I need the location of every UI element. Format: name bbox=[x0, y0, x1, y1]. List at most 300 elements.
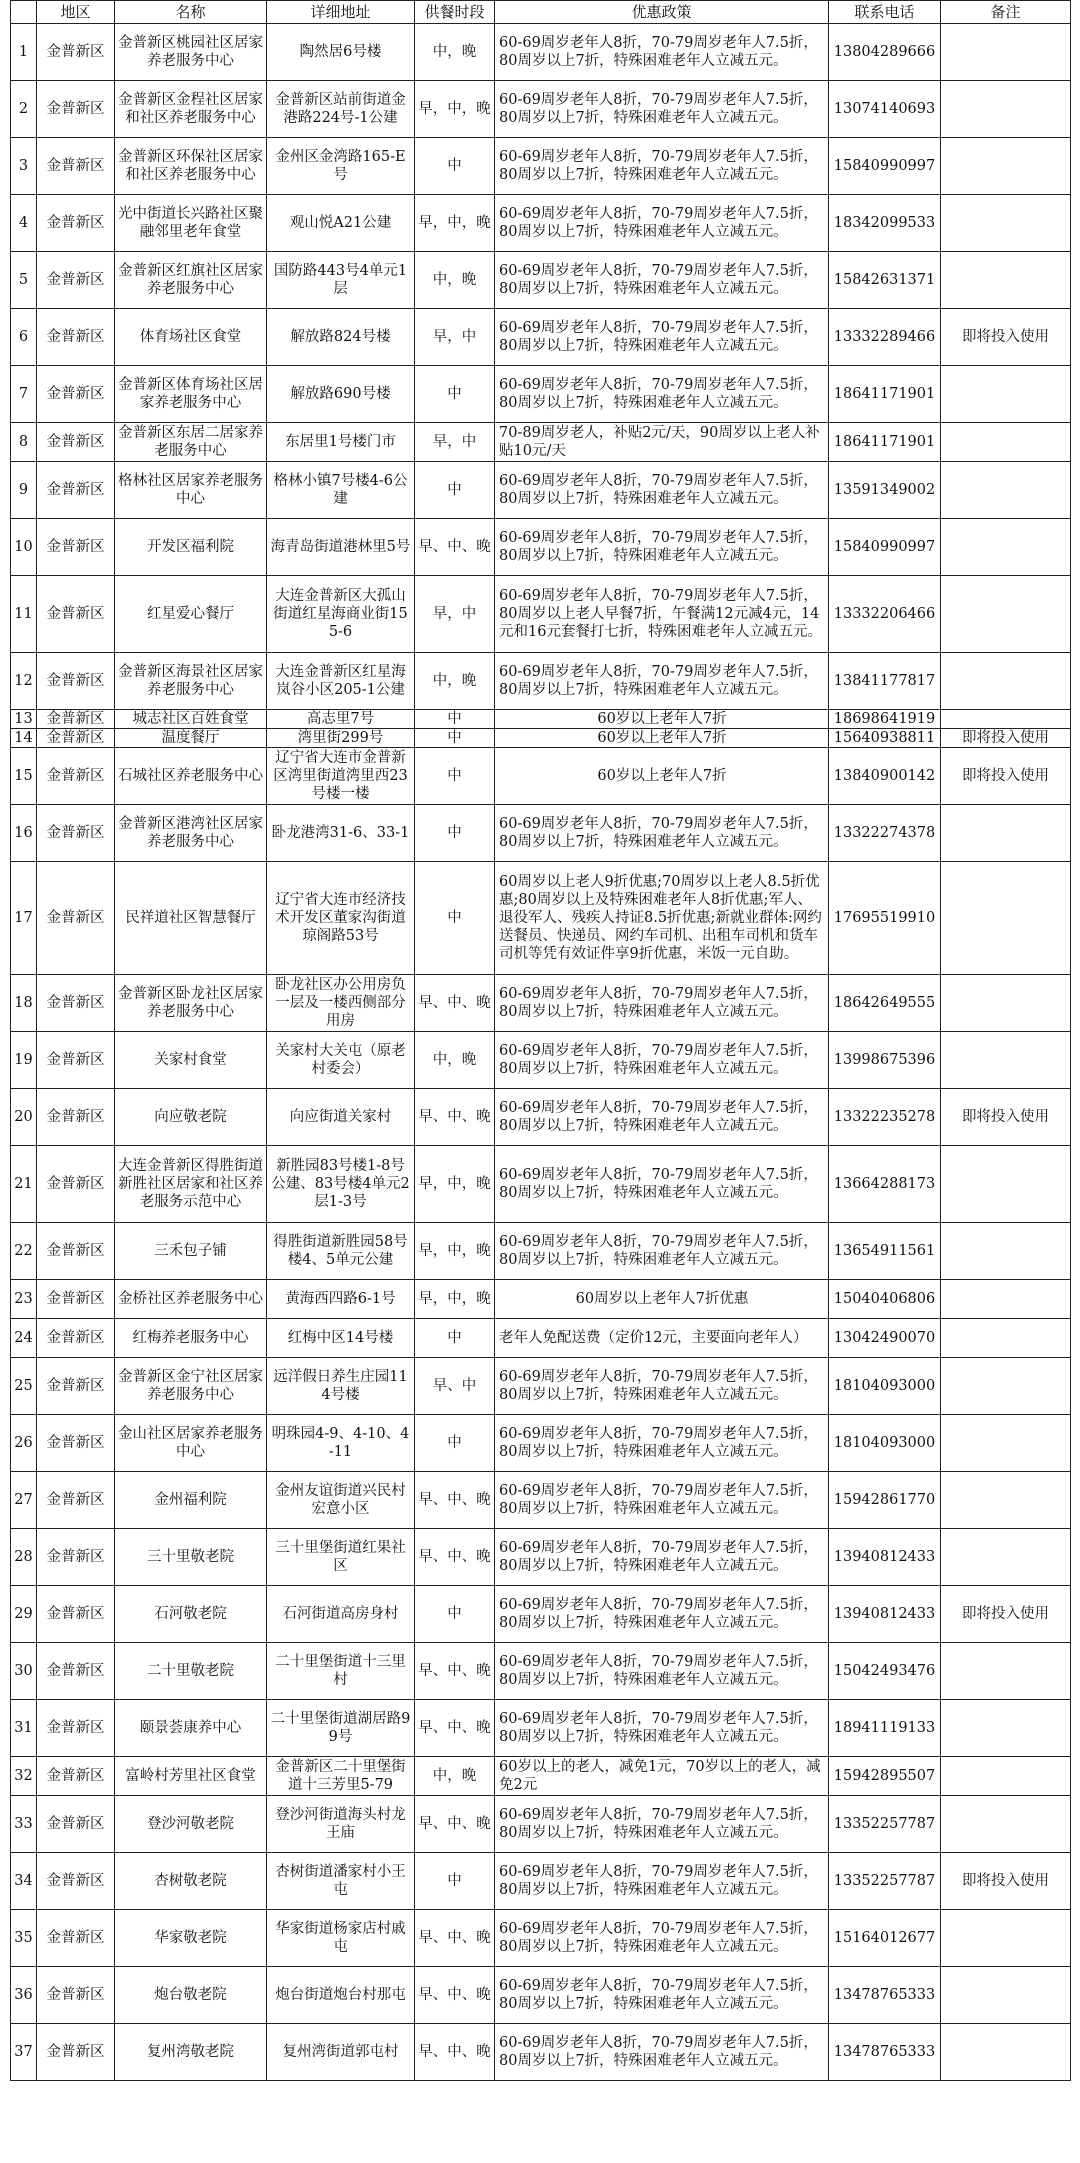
row-name: 金普新区金程社区居家和社区养老服务中心 bbox=[115, 81, 267, 138]
row-index: 1 bbox=[11, 24, 37, 81]
row-district: 金普新区 bbox=[37, 1146, 115, 1223]
row-index: 13 bbox=[11, 710, 37, 729]
row-name: 红星爱心餐厅 bbox=[115, 576, 267, 653]
table-row bbox=[11, 1146, 1071, 1223]
row-meal-time: 中 bbox=[415, 366, 495, 423]
row-policy: 60-69周岁老年人8折，70-79周岁老年人7.5折，80周岁以上7折，特殊困难老年人立减五元。 bbox=[495, 1910, 829, 1967]
row-address: 红梅中区14号楼 bbox=[267, 1319, 415, 1358]
row-policy: 60-69周岁老年人8折，70-79周岁老年人7.5折，80周岁以上7折，特殊困难老年人立减五元。 bbox=[495, 309, 829, 366]
row-district: 金普新区 bbox=[37, 1319, 115, 1358]
row-index: 28 bbox=[11, 1529, 37, 1586]
table-row bbox=[11, 423, 1071, 462]
row-note bbox=[941, 252, 1071, 309]
row-meal-time: 早，中 bbox=[415, 309, 495, 366]
row-address: 金州区金湾路165-E号 bbox=[267, 138, 415, 195]
row-name: 体育场社区食堂 bbox=[115, 309, 267, 366]
row-phone: 13042490070 bbox=[829, 1319, 941, 1358]
row-phone: 17695519910 bbox=[829, 862, 941, 975]
row-name: 石城社区养老服务中心 bbox=[115, 748, 267, 805]
row-index: 26 bbox=[11, 1415, 37, 1472]
row-address: 得胜街道新胜园58号楼4、5单元公建 bbox=[267, 1223, 415, 1280]
table-row bbox=[11, 975, 1071, 1032]
row-phone: 13804289666 bbox=[829, 24, 941, 81]
row-meal-time: 早，中，晚 bbox=[415, 1223, 495, 1280]
row-name: 城志社区百姓食堂 bbox=[115, 710, 267, 729]
row-district: 金普新区 bbox=[37, 1032, 115, 1089]
row-index: 17 bbox=[11, 862, 37, 975]
row-meal-time: 中 bbox=[415, 729, 495, 748]
row-policy: 60-69周岁老年人8折，70-79周岁老年人7.5折，80周岁以上7折，特殊困难老年人立减五元。 bbox=[495, 1853, 829, 1910]
row-index: 34 bbox=[11, 1853, 37, 1910]
row-phone: 15842631371 bbox=[829, 252, 941, 309]
row-meal-time: 早、中、晚 bbox=[415, 1796, 495, 1853]
row-address: 二十里堡街道十三里村 bbox=[267, 1643, 415, 1700]
row-index: 27 bbox=[11, 1472, 37, 1529]
row-phone: 13332289466 bbox=[829, 309, 941, 366]
row-meal-time: 早，中，晚 bbox=[415, 1280, 495, 1319]
row-policy: 60-69周岁老年人8折，70-79周岁老年人7.5折，80周岁以上7折，特殊困难老年人立减五元。 bbox=[495, 805, 829, 862]
row-meal-time: 中 bbox=[415, 138, 495, 195]
row-address: 炮台街道炮台村那屯 bbox=[267, 1967, 415, 2024]
row-policy: 60周岁以上老人9折优惠;70周岁以上老人8.5折优惠;80周岁以上及特殊困难老年人8折优惠;军人、退役军人、残疾人持证8.5折优惠;新就业群体:网约送餐员、快递员、网约车司机、出租车司机和货车司机等凭有效证件享9折优惠，米饭一元自助。 bbox=[495, 862, 829, 975]
row-name: 富岭村芳里社区食堂 bbox=[115, 1757, 267, 1796]
table-row bbox=[11, 1089, 1071, 1146]
row-meal-time: 早，中，晚 bbox=[415, 81, 495, 138]
row-note bbox=[941, 81, 1071, 138]
row-name: 金普新区港湾社区居家养老服务中心 bbox=[115, 805, 267, 862]
row-note bbox=[941, 1032, 1071, 1089]
row-note: 即将投入使用 bbox=[941, 1089, 1071, 1146]
row-address: 辽宁省大连市金普新区湾里街道湾里西23号楼一楼 bbox=[267, 748, 415, 805]
row-meal-time: 早、中、晚 bbox=[415, 975, 495, 1032]
row-note bbox=[941, 2024, 1071, 2081]
row-policy: 60-69周岁老年人8折，70-79周岁老年人7.5折，80周岁以上7折，特殊困难老年人立减五元。 bbox=[495, 1472, 829, 1529]
row-note bbox=[941, 1967, 1071, 2024]
row-index: 33 bbox=[11, 1796, 37, 1853]
row-name: 开发区福利院 bbox=[115, 519, 267, 576]
row-index: 10 bbox=[11, 519, 37, 576]
row-index: 23 bbox=[11, 1280, 37, 1319]
row-note bbox=[941, 710, 1071, 729]
table-row bbox=[11, 24, 1071, 81]
row-index: 30 bbox=[11, 1643, 37, 1700]
row-index: 24 bbox=[11, 1319, 37, 1358]
row-district: 金普新区 bbox=[37, 519, 115, 576]
row-meal-time: 中，晚 bbox=[415, 252, 495, 309]
row-district: 金普新区 bbox=[37, 138, 115, 195]
row-phone: 15042493476 bbox=[829, 1643, 941, 1700]
row-policy: 60-69周岁老年人8折，70-79周岁老年人7.5折，80周岁以上7折，特殊困难老年人立减五元。 bbox=[495, 2024, 829, 2081]
row-policy: 60-69周岁老年人8折，70-79周岁老年人7.5折，80周岁以上7折，特殊困难老年人立减五元。 bbox=[495, 1089, 829, 1146]
row-district: 金普新区 bbox=[37, 1358, 115, 1415]
row-meal-time: 早、中、晚 bbox=[415, 1529, 495, 1586]
row-index: 3 bbox=[11, 138, 37, 195]
row-note: 即将投入使用 bbox=[941, 1586, 1071, 1643]
row-address: 国防路443号4单元1层 bbox=[267, 252, 415, 309]
row-policy: 60-69周岁老年人8折，70-79周岁老年人7.5折，80周岁以上7折，特殊困难老年人立减五元。 bbox=[495, 1223, 829, 1280]
row-name: 温度餐厅 bbox=[115, 729, 267, 748]
row-index: 19 bbox=[11, 1032, 37, 1089]
row-address: 关家村大关屯（原老村委会） bbox=[267, 1032, 415, 1089]
row-meal-time: 中 bbox=[415, 1415, 495, 1472]
table-row bbox=[11, 309, 1071, 366]
row-district: 金普新区 bbox=[37, 748, 115, 805]
row-name: 金州福利院 bbox=[115, 1472, 267, 1529]
row-district: 金普新区 bbox=[37, 576, 115, 653]
canteen-table bbox=[10, 0, 1071, 2081]
row-address: 海青岛街道港林里5号 bbox=[267, 519, 415, 576]
row-district: 金普新区 bbox=[37, 1700, 115, 1757]
row-policy: 60周岁以上老年人7折优惠 bbox=[495, 1280, 829, 1319]
row-meal-time: 中，晚 bbox=[415, 653, 495, 710]
table-row bbox=[11, 653, 1071, 710]
row-name: 金普新区东居二居家养老服务中心 bbox=[115, 423, 267, 462]
row-address: 新胜园83号楼1-8号公建、83号楼4单元2层1-3号 bbox=[267, 1146, 415, 1223]
row-address: 格林小镇7号楼4-6公建 bbox=[267, 462, 415, 519]
row-name: 金桥社区养老服务中心 bbox=[115, 1280, 267, 1319]
table-row bbox=[11, 1853, 1071, 1910]
row-meal-time: 早、中、晚 bbox=[415, 1967, 495, 2024]
row-phone: 13322235278 bbox=[829, 1089, 941, 1146]
row-district: 金普新区 bbox=[37, 1472, 115, 1529]
row-index: 36 bbox=[11, 1967, 37, 2024]
row-district: 金普新区 bbox=[37, 1280, 115, 1319]
row-policy: 60-69周岁老年人8折，70-79周岁老年人7.5折，80周岁以上7折，特殊困难老年人立减五元。 bbox=[495, 1967, 829, 2024]
row-index: 15 bbox=[11, 748, 37, 805]
row-address: 解放路824号楼 bbox=[267, 309, 415, 366]
row-address: 大连金普新区红星海岚谷小区205-1公建 bbox=[267, 653, 415, 710]
header-address: 详细地址 bbox=[267, 1, 415, 24]
row-phone: 15840990997 bbox=[829, 519, 941, 576]
table-row bbox=[11, 1700, 1071, 1757]
row-meal-time: 中 bbox=[415, 462, 495, 519]
row-phone: 13478765333 bbox=[829, 2024, 941, 2081]
row-phone: 18104093000 bbox=[829, 1415, 941, 1472]
row-index: 35 bbox=[11, 1910, 37, 1967]
row-name: 金普新区红旗社区居家养老服务中心 bbox=[115, 252, 267, 309]
row-name: 华家敬老院 bbox=[115, 1910, 267, 1967]
row-index: 21 bbox=[11, 1146, 37, 1223]
row-phone: 13478765333 bbox=[829, 1967, 941, 2024]
row-note bbox=[941, 1146, 1071, 1223]
row-policy: 60-69周岁老年人8折，70-79周岁老年人7.5折，80周岁以上7折，特殊困难老年人立减五元。 bbox=[495, 1796, 829, 1853]
row-phone: 13074140693 bbox=[829, 81, 941, 138]
row-district: 金普新区 bbox=[37, 1853, 115, 1910]
row-policy: 60-69周岁老年人8折，70-79周岁老年人7.5折，80周岁以上7折，特殊困难老年人立减五元。 bbox=[495, 81, 829, 138]
table-row bbox=[11, 1319, 1071, 1358]
row-phone: 13840900142 bbox=[829, 748, 941, 805]
row-name: 光中街道长兴路社区聚融邻里老年食堂 bbox=[115, 195, 267, 252]
table-row bbox=[11, 252, 1071, 309]
row-policy: 60-69周岁老年人8折，70-79周岁老年人7.5折，80周岁以上7折，特殊困难老年人立减五元。 bbox=[495, 975, 829, 1032]
row-district: 金普新区 bbox=[37, 1529, 115, 1586]
row-district: 金普新区 bbox=[37, 975, 115, 1032]
row-address: 辽宁省大连市经济技术开发区董家沟街道琼阁路53号 bbox=[267, 862, 415, 975]
row-district: 金普新区 bbox=[37, 1586, 115, 1643]
canteen-table-page bbox=[10, 0, 1070, 2081]
row-index: 22 bbox=[11, 1223, 37, 1280]
row-phone: 15040406806 bbox=[829, 1280, 941, 1319]
row-name: 杏树敬老院 bbox=[115, 1853, 267, 1910]
row-name: 二十里敬老院 bbox=[115, 1643, 267, 1700]
row-policy: 60岁以上的老人，减免1元，70岁以上的老人，减免2元 bbox=[495, 1757, 829, 1796]
row-district: 金普新区 bbox=[37, 1967, 115, 2024]
row-policy: 60-69周岁老年人8折，70-79周岁老年人7.5折，80周岁以上7折，特殊困难老年人立减五元。 bbox=[495, 1146, 829, 1223]
row-phone: 13591349002 bbox=[829, 462, 941, 519]
row-district: 金普新区 bbox=[37, 2024, 115, 2081]
row-meal-time: 中 bbox=[415, 748, 495, 805]
row-district: 金普新区 bbox=[37, 1796, 115, 1853]
row-name: 金普新区卧龙社区居家养老服务中心 bbox=[115, 975, 267, 1032]
row-meal-time: 早、中、晚 bbox=[415, 2024, 495, 2081]
table-row bbox=[11, 1910, 1071, 1967]
table-row bbox=[11, 805, 1071, 862]
row-policy: 60-69周岁老年人8折，70-79周岁老年人7.5折，80周岁以上7折，特殊困难老年人立减五元。 bbox=[495, 1415, 829, 1472]
row-phone: 15942861770 bbox=[829, 1472, 941, 1529]
row-policy: 60-69周岁老年人8折，70-79周岁老年人7.5折，80周岁以上7折，特殊困难老年人立减五元。 bbox=[495, 1358, 829, 1415]
row-policy: 60-69周岁老年人8折，70-79周岁老年人7.5折，80周岁以上7折，特殊困难老年人立减五元。 bbox=[495, 195, 829, 252]
table-row bbox=[11, 81, 1071, 138]
row-address: 远洋假日养生庄园114号楼 bbox=[267, 1358, 415, 1415]
row-note bbox=[941, 519, 1071, 576]
row-index: 25 bbox=[11, 1358, 37, 1415]
table-row bbox=[11, 462, 1071, 519]
row-note bbox=[941, 1910, 1071, 1967]
row-phone: 15942895507 bbox=[829, 1757, 941, 1796]
row-note bbox=[941, 1472, 1071, 1529]
table-row bbox=[11, 1472, 1071, 1529]
row-name: 金普新区金宁社区居家养老服务中心 bbox=[115, 1358, 267, 1415]
row-address: 复州湾街道郭屯村 bbox=[267, 2024, 415, 2081]
row-note bbox=[941, 1700, 1071, 1757]
table-row bbox=[11, 729, 1071, 748]
row-district: 金普新区 bbox=[37, 862, 115, 975]
row-note: 即将投入使用 bbox=[941, 309, 1071, 366]
row-district: 金普新区 bbox=[37, 309, 115, 366]
row-address: 观山悦A21公建 bbox=[267, 195, 415, 252]
row-address: 华家街道杨家店村戚屯 bbox=[267, 1910, 415, 1967]
table-row bbox=[11, 1967, 1071, 2024]
header-name: 名称 bbox=[115, 1, 267, 24]
row-meal-time: 早、中 bbox=[415, 1358, 495, 1415]
row-meal-time: 早，中 bbox=[415, 576, 495, 653]
row-note: 即将投入使用 bbox=[941, 729, 1071, 748]
row-index: 5 bbox=[11, 252, 37, 309]
row-name: 格林社区居家养老服务中心 bbox=[115, 462, 267, 519]
row-address: 卧龙港湾31-6、33-1 bbox=[267, 805, 415, 862]
row-district: 金普新区 bbox=[37, 1757, 115, 1796]
table-row bbox=[11, 748, 1071, 805]
row-name: 红梅养老服务中心 bbox=[115, 1319, 267, 1358]
row-phone: 18342099533 bbox=[829, 195, 941, 252]
table-row bbox=[11, 1280, 1071, 1319]
row-policy: 60-69周岁老年人8折，70-79周岁老年人7.5折，80周岁以上7折，特殊困难老年人立减五元。 bbox=[495, 24, 829, 81]
row-index: 20 bbox=[11, 1089, 37, 1146]
row-index: 16 bbox=[11, 805, 37, 862]
row-address: 湾里街299号 bbox=[267, 729, 415, 748]
header-phone: 联系电话 bbox=[829, 1, 941, 24]
row-address: 登沙河街道海头村龙王庙 bbox=[267, 1796, 415, 1853]
row-note: 即将投入使用 bbox=[941, 1853, 1071, 1910]
row-note bbox=[941, 653, 1071, 710]
row-meal-time: 早、中、晚 bbox=[415, 519, 495, 576]
header-note: 备注 bbox=[941, 1, 1071, 24]
row-meal-time: 中 bbox=[415, 1319, 495, 1358]
row-index: 37 bbox=[11, 2024, 37, 2081]
row-district: 金普新区 bbox=[37, 1643, 115, 1700]
table-row bbox=[11, 138, 1071, 195]
row-note bbox=[941, 862, 1071, 975]
row-note bbox=[941, 805, 1071, 862]
table-row bbox=[11, 366, 1071, 423]
row-district: 金普新区 bbox=[37, 1089, 115, 1146]
row-note bbox=[941, 138, 1071, 195]
row-name: 复州湾敬老院 bbox=[115, 2024, 267, 2081]
row-policy: 60-69周岁老年人8折，70-79周岁老年人7.5折，80周岁以上7折，特殊困难老年人立减五元。 bbox=[495, 366, 829, 423]
row-address: 杏树街道潘家村小王屯 bbox=[267, 1853, 415, 1910]
header-meal-time: 供餐时段 bbox=[415, 1, 495, 24]
row-meal-time: 早、中、晚 bbox=[415, 1472, 495, 1529]
row-note bbox=[941, 975, 1071, 1032]
row-note bbox=[941, 423, 1071, 462]
row-phone: 15640938811 bbox=[829, 729, 941, 748]
row-address: 黄海西四路6-1号 bbox=[267, 1280, 415, 1319]
row-meal-time: 早，中，晚 bbox=[415, 1146, 495, 1223]
row-policy: 60-69周岁老年人8折，70-79周岁老年人7.5折，80周岁以上7折，特殊困难老年人立减五元。 bbox=[495, 653, 829, 710]
row-district: 金普新区 bbox=[37, 195, 115, 252]
row-phone: 15164012677 bbox=[829, 1910, 941, 1967]
row-phone: 18641171901 bbox=[829, 423, 941, 462]
row-name: 炮台敬老院 bbox=[115, 1967, 267, 2024]
row-name: 三禾包子铺 bbox=[115, 1223, 267, 1280]
row-address: 解放路690号楼 bbox=[267, 366, 415, 423]
row-policy: 60-69周岁老年人8折，70-79周岁老年人7.5折，80周岁以上7折，特殊困难老年人立减五元。 bbox=[495, 1700, 829, 1757]
row-note bbox=[941, 1757, 1071, 1796]
row-index: 7 bbox=[11, 366, 37, 423]
row-meal-time: 中 bbox=[415, 805, 495, 862]
table-row bbox=[11, 195, 1071, 252]
row-phone: 13940812433 bbox=[829, 1586, 941, 1643]
row-name: 石河敬老院 bbox=[115, 1586, 267, 1643]
row-meal-time: 中 bbox=[415, 862, 495, 975]
row-phone: 18104093000 bbox=[829, 1358, 941, 1415]
row-meal-time: 中 bbox=[415, 710, 495, 729]
row-name: 向应敬老院 bbox=[115, 1089, 267, 1146]
row-policy: 60-69周岁老年人8折，70-79周岁老年人7.5折，80周岁以上7折，特殊困难老年人立减五元。 bbox=[495, 462, 829, 519]
row-address: 高志里7号 bbox=[267, 710, 415, 729]
row-district: 金普新区 bbox=[37, 81, 115, 138]
row-phone: 18642649555 bbox=[829, 975, 941, 1032]
row-name: 金普新区体育场社区居家养老服务中心 bbox=[115, 366, 267, 423]
row-policy: 60-69周岁老年人8折，70-79周岁老年人7.5折，80周岁以上7折，特殊困难老年人立减五元。 bbox=[495, 252, 829, 309]
row-policy: 60岁以上老年人7折 bbox=[495, 710, 829, 729]
row-address: 金普新区站前街道金港路224号-1公建 bbox=[267, 81, 415, 138]
table-header-row bbox=[11, 1, 1071, 24]
row-name: 登沙河敬老院 bbox=[115, 1796, 267, 1853]
row-name: 颐景荟康养中心 bbox=[115, 1700, 267, 1757]
row-note bbox=[941, 1415, 1071, 1472]
row-meal-time: 中，晚 bbox=[415, 24, 495, 81]
row-address: 金普新区二十里堡街道十三芳里5-79 bbox=[267, 1757, 415, 1796]
row-note bbox=[941, 1319, 1071, 1358]
row-note bbox=[941, 1643, 1071, 1700]
row-meal-time: 早，中，晚 bbox=[415, 195, 495, 252]
row-address: 二十里堡街道湖居路99号 bbox=[267, 1700, 415, 1757]
table-row bbox=[11, 2024, 1071, 2081]
row-index: 29 bbox=[11, 1586, 37, 1643]
row-district: 金普新区 bbox=[37, 252, 115, 309]
row-name: 大连金普新区得胜街道新胜社区居家和社区养老服务示范中心 bbox=[115, 1146, 267, 1223]
row-policy: 60-69周岁老年人8折，70-79周岁老年人7.5折，80周岁以上老人早餐7折，午餐满12元减4元，14元和16元套餐打七折，特殊困难老年人立减五元。 bbox=[495, 576, 829, 653]
row-note bbox=[941, 576, 1071, 653]
row-policy: 60-69周岁老年人8折，70-79周岁老年人7.5折，80周岁以上7折，特殊困难老年人立减五元。 bbox=[495, 1643, 829, 1700]
row-phone: 18698641919 bbox=[829, 710, 941, 729]
row-district: 金普新区 bbox=[37, 653, 115, 710]
row-meal-time: 早、中、晚 bbox=[415, 1700, 495, 1757]
row-name: 民祥道社区智慧餐厅 bbox=[115, 862, 267, 975]
row-index: 11 bbox=[11, 576, 37, 653]
row-meal-time: 中 bbox=[415, 1586, 495, 1643]
row-index: 14 bbox=[11, 729, 37, 748]
row-address: 陶然居6号楼 bbox=[267, 24, 415, 81]
row-policy: 60岁以上老年人7折 bbox=[495, 748, 829, 805]
row-index: 2 bbox=[11, 81, 37, 138]
row-policy: 60-69周岁老年人8折，70-79周岁老年人7.5折，80周岁以上7折，特殊困难老年人立减五元。 bbox=[495, 1529, 829, 1586]
row-phone: 13322274378 bbox=[829, 805, 941, 862]
table-row bbox=[11, 519, 1071, 576]
header-index bbox=[11, 1, 37, 24]
row-phone: 13352257787 bbox=[829, 1796, 941, 1853]
row-phone: 13940812433 bbox=[829, 1529, 941, 1586]
table-row bbox=[11, 1529, 1071, 1586]
row-phone: 13664288173 bbox=[829, 1146, 941, 1223]
row-name: 金普新区海景社区居家养老服务中心 bbox=[115, 653, 267, 710]
row-phone: 13998675396 bbox=[829, 1032, 941, 1089]
row-meal-time: 中，晚 bbox=[415, 1757, 495, 1796]
row-address: 石河街道高房身村 bbox=[267, 1586, 415, 1643]
row-index: 12 bbox=[11, 653, 37, 710]
row-name: 三十里敬老院 bbox=[115, 1529, 267, 1586]
table-row bbox=[11, 1643, 1071, 1700]
table-row bbox=[11, 1586, 1071, 1643]
row-phone: 13352257787 bbox=[829, 1853, 941, 1910]
row-district: 金普新区 bbox=[37, 462, 115, 519]
row-policy: 老年人免配送费（定价12元，主要面向老年人） bbox=[495, 1319, 829, 1358]
row-district: 金普新区 bbox=[37, 710, 115, 729]
row-note bbox=[941, 1796, 1071, 1853]
row-note bbox=[941, 24, 1071, 81]
row-index: 6 bbox=[11, 309, 37, 366]
table-row bbox=[11, 576, 1071, 653]
row-district: 金普新区 bbox=[37, 805, 115, 862]
table-row bbox=[11, 1358, 1071, 1415]
row-district: 金普新区 bbox=[37, 366, 115, 423]
row-policy: 60-69周岁老年人8折，70-79周岁老年人7.5折，80周岁以上7折，特殊困难老年人立减五元。 bbox=[495, 1586, 829, 1643]
row-meal-time: 早、中、晚 bbox=[415, 1910, 495, 1967]
row-index: 31 bbox=[11, 1700, 37, 1757]
row-note bbox=[941, 1529, 1071, 1586]
table-row bbox=[11, 1032, 1071, 1089]
row-address: 大连金普新区大孤山街道红星海商业街155-6 bbox=[267, 576, 415, 653]
row-phone: 13654911561 bbox=[829, 1223, 941, 1280]
table-row bbox=[11, 862, 1071, 975]
row-name: 金普新区桃园社区居家养老服务中心 bbox=[115, 24, 267, 81]
row-policy: 60-69周岁老年人8折，70-79周岁老年人7.5折，80周岁以上7折，特殊困难老年人立减五元。 bbox=[495, 1032, 829, 1089]
table-row bbox=[11, 1796, 1071, 1853]
row-address: 三十里堡街道红果社区 bbox=[267, 1529, 415, 1586]
row-address: 卧龙社区办公用房负一层及一楼西侧部分用房 bbox=[267, 975, 415, 1032]
row-note bbox=[941, 1223, 1071, 1280]
